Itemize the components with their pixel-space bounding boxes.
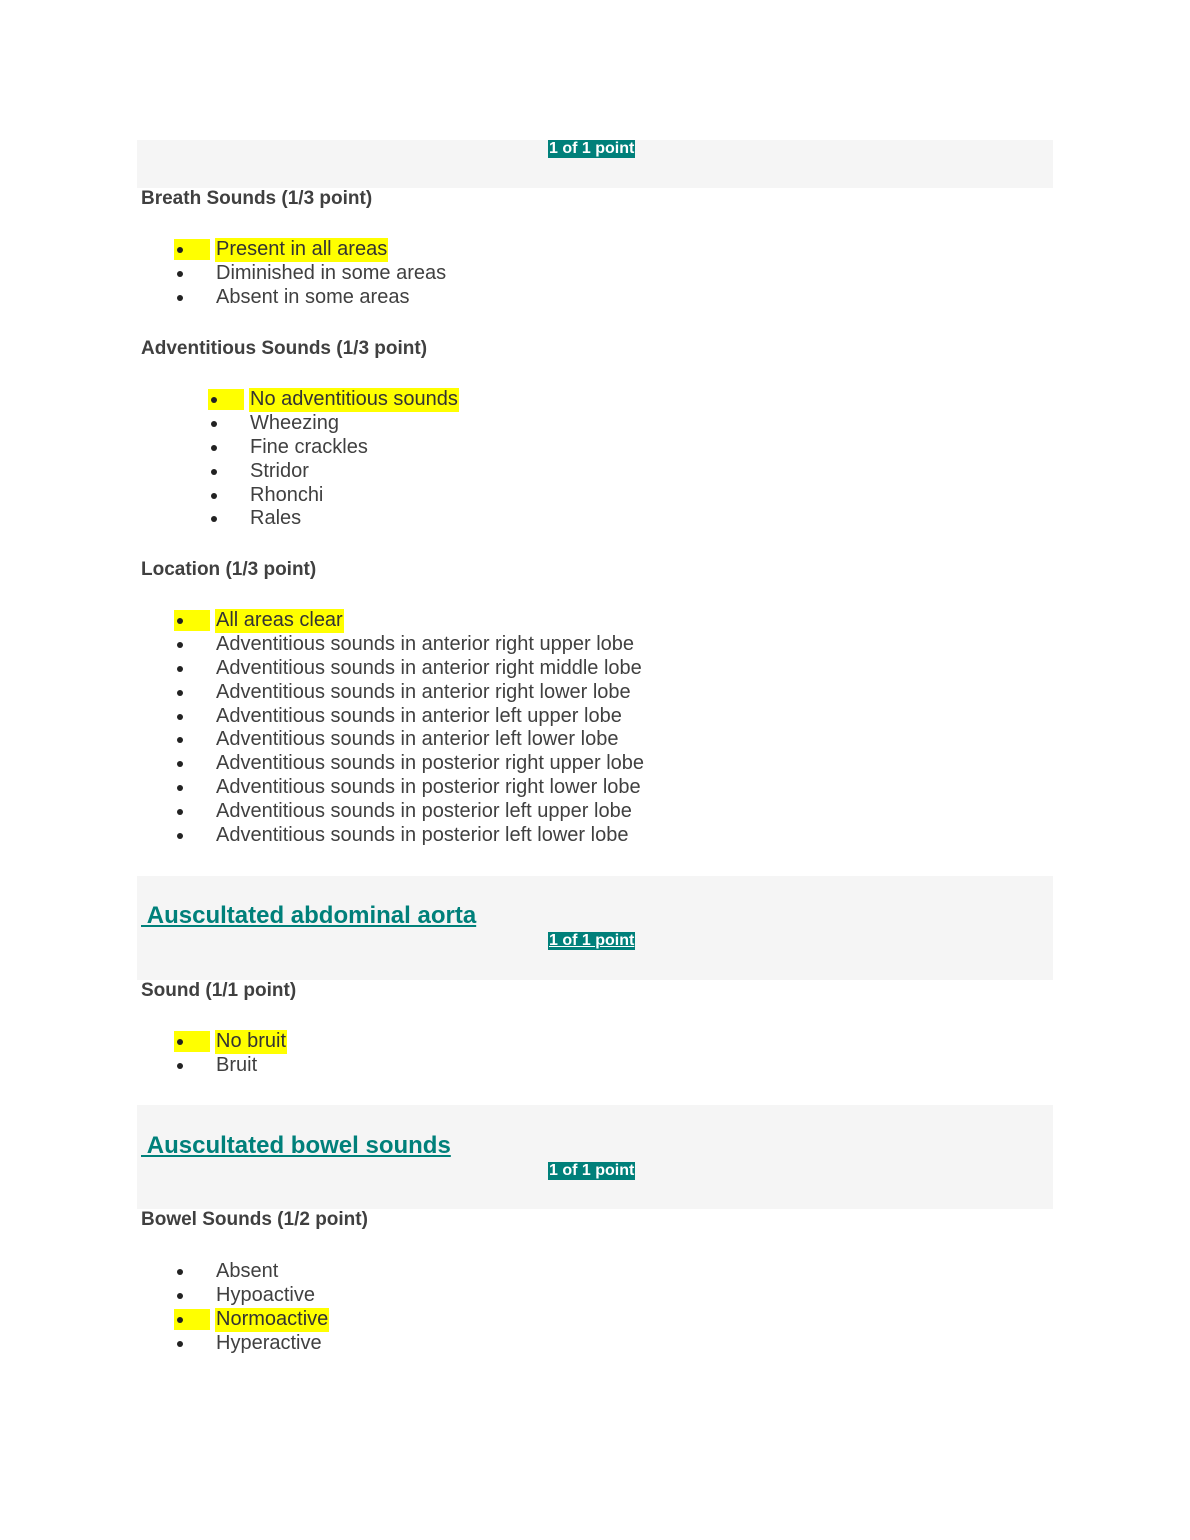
option-label: Stridor <box>250 459 309 482</box>
option-label: Adventitious sounds in anterior left upper lobe <box>216 704 622 727</box>
bullet-icon <box>174 1309 210 1330</box>
option-label: Adventitious sounds in posterior right lower lobe <box>216 776 641 799</box>
bullet-icon <box>174 1333 210 1354</box>
option-label: Fine crackles <box>250 435 368 458</box>
location-heading: Location (1/3 point) <box>141 559 317 580</box>
bullet-icon <box>174 1261 210 1282</box>
option-label: Normoactive <box>216 1307 329 1330</box>
option-label: Rhonchi <box>250 483 324 506</box>
aorta-sound-heading: Sound (1/1 point) <box>141 980 297 1001</box>
bullet-icon <box>174 263 210 284</box>
score-badge-top: 1 of 1 point <box>549 140 635 157</box>
option-label: Adventitious sounds in anterior right lower lobe <box>216 680 631 703</box>
bullet-icon <box>174 1055 210 1076</box>
bullet-icon <box>174 682 210 703</box>
option-label: Adventitious sounds in anterior right middle lobe <box>216 656 642 679</box>
option-label: Diminished in some areas <box>216 261 447 284</box>
bullet-icon <box>208 389 244 410</box>
breath-sounds-heading: Breath Sounds (1/3 point) <box>141 188 373 209</box>
option-label: Adventitious sounds in anterior right upper lobe <box>216 632 635 655</box>
option-label: No bruit <box>216 1030 287 1052</box>
bullet-icon <box>208 485 244 506</box>
option-label: All areas clear <box>216 609 343 631</box>
option-label: Absent in some areas <box>216 285 410 308</box>
option-label: Hypoactive <box>216 1283 315 1306</box>
option-label: Present in all areas <box>216 238 388 260</box>
option-label: Adventitious sounds in anterior left lower lobe <box>216 728 619 751</box>
option-label: Adventitious sounds in posterior left lower lobe <box>216 824 629 847</box>
bullet-icon <box>174 287 210 308</box>
option-label: Absent <box>216 1260 279 1282</box>
option-label: Bruit <box>216 1053 258 1076</box>
bullet-icon <box>174 1031 210 1052</box>
bullet-icon <box>174 825 210 846</box>
bullet-icon <box>174 1285 210 1306</box>
bullet-icon <box>208 413 244 434</box>
option-label: Hyperactive <box>216 1331 322 1354</box>
option-label: Adventitious sounds in posterior left upper lobe <box>216 800 632 823</box>
bowel-sounds-heading: Bowel Sounds (1/2 point) <box>141 1209 368 1230</box>
bullet-icon <box>174 706 210 727</box>
aorta-score-badge: 1 of 1 point <box>549 932 635 949</box>
bullet-icon <box>174 658 210 679</box>
bullet-icon <box>174 610 210 631</box>
adventitious-sounds-heading: Adventitious Sounds (1/3 point) <box>141 338 428 359</box>
bullet-icon <box>174 753 210 774</box>
aorta-section-title-link[interactable]: Auscultated abdominal aorta <box>141 902 477 929</box>
option-label: No adventitious sounds <box>250 388 458 410</box>
bowel-section-title-link[interactable]: Auscultated bowel sounds <box>141 1132 451 1159</box>
bullet-icon <box>208 437 244 458</box>
bullet-icon <box>174 729 210 750</box>
option-label: Rales <box>250 507 302 530</box>
bullet-icon <box>208 508 244 529</box>
bullet-icon <box>174 801 210 822</box>
bullet-icon <box>208 461 244 482</box>
bullet-icon <box>174 634 210 655</box>
bullet-icon <box>174 777 210 798</box>
bullet-icon <box>174 239 210 260</box>
bowel-score-badge: 1 of 1 point <box>549 1162 635 1179</box>
option-label: Adventitious sounds in posterior right upper lobe <box>216 752 645 775</box>
option-label: Wheezing <box>250 411 339 434</box>
